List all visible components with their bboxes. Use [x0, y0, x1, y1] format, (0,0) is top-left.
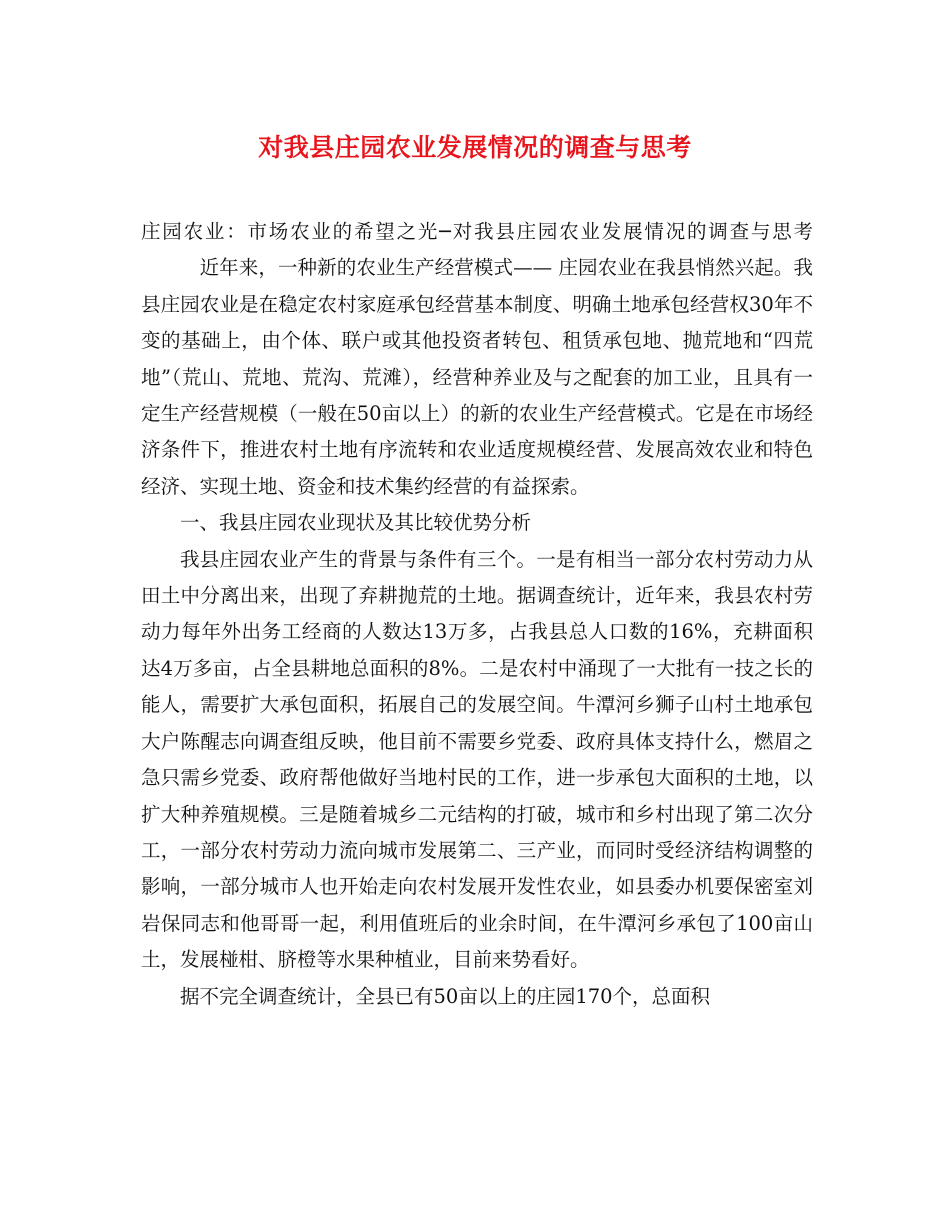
paragraph-intro-lead: 庄园农业：市场农业的希望之光─对我县庄园农业发展情况的调查与思考	[141, 220, 813, 243]
paragraph-statistics: 据不完全调查统计，全县已有50亩以上的庄园170个，总面积	[180, 984, 711, 1008]
document-title: 对我县庄园农业发展情况的调查与思考	[258, 133, 692, 162]
paragraph-intro-text: 近年来，一种新的农业生产经营模式—— 庄园农业在我县悄然兴起。我县庄园农业是在稳定农村家庭承包经营基本制度、明确土地承包经营权30年不变的基础上，由个体、联户或其他投资者转包、租赁承包地、抛荒地和“四荒地”（荒山、荒地、荒沟、荒滩），经营种养业及与之配套的加工业，且具有一定生产经营规模（一般在50亩以上）的新的农业生产经营模式。它是在市场经济条件下，推进农村土地有序流转和农业适度规模经营、发展高效农业和特色经济、实现土地、资金和技术集约经营的有益探索。	[141, 256, 813, 498]
section-heading-1: 一、我县庄园农业现状及其比较优势分析	[180, 511, 532, 535]
paragraph-background: 我县庄园农业产生的背景与条件有三个。一是有相当一部分农村劳动力从田土中分离出来，出现了弃耕抛荒的土地。据调查统计，近年来，我县农村劳动力每年外出务工经商的人数达13万多，占我县总人口数的16%，充耕面积达4万多亩，占全县耕地总面积的8%。二是农村中涌现了一大批有一技之长的能人，需要扩大承包面积，拓展自己的发展空间。牛潭河乡狮子山村土地承包大户陈醒志向调查组反映，他目前不需要乡党委、政府具体支持什么，燃眉之急只需乡党委、政府帮他做好当地村民的工作，进一步承包大面积的土地，以扩大种养殖规模。三是随着城乡二元结构的打破，城市和乡村出现了第二次分工，一部分农村劳动力流向城市发展第二、三产业，而同时受经济结构调整的影响，一部分城市人也开始走向农村发展开发性农业，如县委办机要保密室刘岩保同志和他哥哥一起，利用值班后的业余时间，在牛潭河乡承包了100亩山土，发展椪柑、脐橙等水果种植业，目前来势看好。	[141, 547, 813, 972]
document-body	[141, 214, 813, 1015]
paragraph-intro	[141, 214, 813, 505]
